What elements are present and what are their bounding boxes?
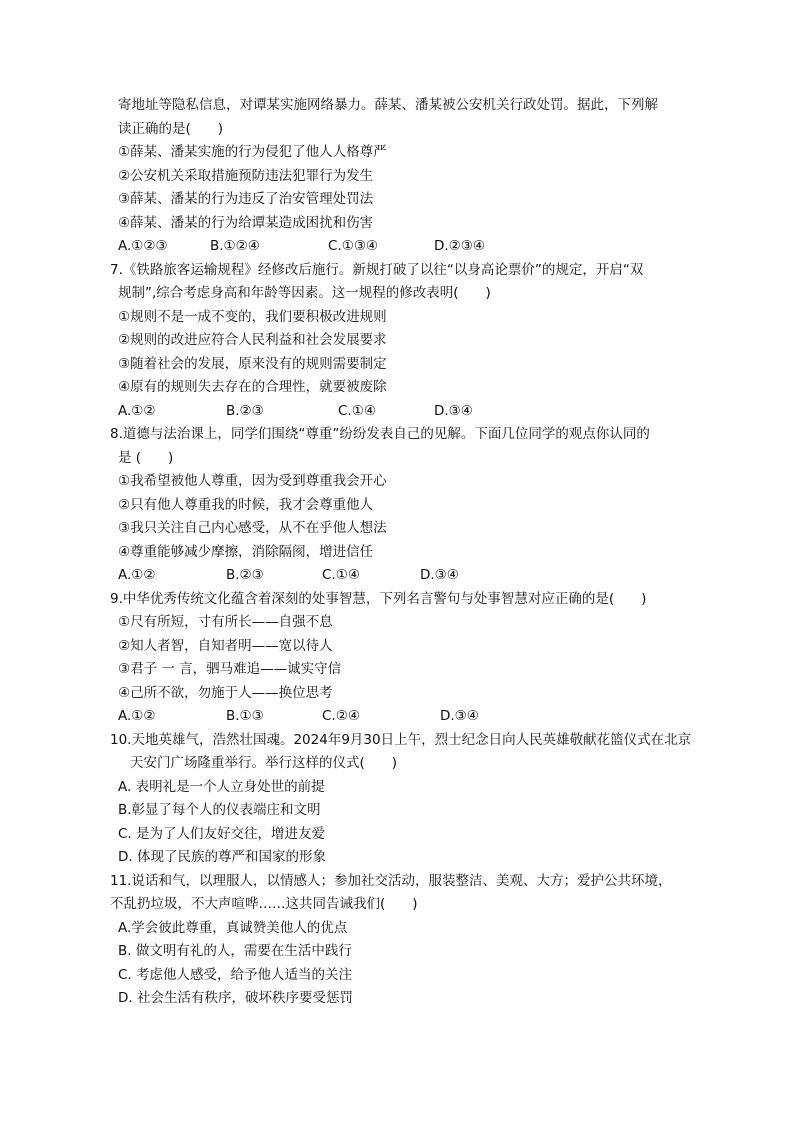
question-7-options [118,400,714,424]
question-7-item-1: ①规则不是一成不变的，我们要积极改进规则 [118,308,387,325]
question-8-options [118,564,714,588]
question-9-option-d: D.③④ [440,708,479,724]
question-10-option-d: D. 体现了民族的尊严和国家的形象 [118,849,326,865]
question-8-stem-line-2: 是 ( ) [118,449,174,466]
question-10-option-b: B.彰显了每个人的仪表端庄和文明 [118,802,321,818]
question-8-item-3: ③我只关注自己内心感受，从不在乎他人想法 [118,520,387,536]
question-11-option-d: D. 社会生活有秩序，破坏秩序要受惩罚 [118,990,353,1006]
question-6-option-d: D.②③④ [434,238,485,254]
question-6-text-line-1: 寄地址等隐私信息，对谭某实施网络暴力。薛某、潘某被公安机关行政处罚。据此，下列解 [118,97,658,113]
question-6 [118,94,714,259]
question-7-stem-line-1: 7.《铁路旅客运输规程》经修改后施行。新规打破了以往“以身高论票价”的规定，开启“双 [110,261,644,278]
question-6-option-a: A.①②③ [118,238,168,254]
question-10-stem-line-2: 天安门广场隆重举行。举行这样的仪式( ) [130,755,398,771]
question-11 [110,870,714,1011]
question-9-stem: 9.中华优秀传统文化蕴含着深刻的处事智慧，下列名言警句与处事智慧对应正确的是( ) [110,590,647,607]
question-10-option-c: C. 是为了人们友好交往，增进友爱 [118,825,326,842]
question-9-item-3: ③君子 一 言，驷马难追——诚实守信 [118,661,342,677]
question-8 [110,423,714,588]
question-8-item-4: ④尊重能够减少摩擦，消除隔阂，增进信任 [118,543,374,560]
question-8-option-c: C.①④ [322,567,360,583]
question-11-stem-line-2: 不乱扔垃圾，不大声喧哗……这共同告诫我们( ) [110,896,418,912]
question-6-item-2: ②公安机关采取措施预防违法犯罪行为发生 [118,167,374,184]
question-8-option-d: D.③④ [420,567,459,583]
question-11-option-b: B. 做文明有礼的人，需要在生活中践行 [118,943,352,959]
question-9-item-1: ①尺有所短，寸有所长——自强不息 [118,614,333,630]
question-9-options [118,705,714,729]
question-8-item-2: ②只有他人尊重我的时候，我才会尊重他人 [118,496,374,513]
question-9 [110,588,714,729]
question-8-option-a: A.①② [118,567,156,583]
question-9-option-b: B.①③ [226,708,264,724]
question-8-option-b: B.②③ [226,567,264,583]
question-9-item-2: ②知人者智，自知者明——宽以待人 [118,637,333,654]
question-7-item-3: ③随着社会的发展，原来没有的规则需要制定 [118,355,387,372]
question-6-item-1: ①薛某、潘某实施的行为侵犯了他人人格尊严 [118,144,387,160]
question-11-option-c: C. 考虑他人感受，给予他人适当的关注 [118,966,353,983]
question-8-item-1: ①我希望被他人尊重，因为受到尊重我会开心 [118,473,387,489]
question-8-stem-line-1: 8.道德与法治课上，同学们围绕“尊重”纷纷发表自己的见解。下面几位同学的观点你认同的 [110,426,650,442]
question-7 [110,259,714,424]
question-6-options [118,235,714,259]
question-9-option-c: C.②④ [322,708,360,724]
question-11-option-a: A.学会彼此尊重，真诚赞美他人的优点 [118,919,348,936]
question-7-option-c: C.①④ [338,402,376,419]
question-6-option-b: B.①②④ [210,238,260,254]
question-11-stem-line-1: 11.说话和气，以理服人，以情感人；参加社交活动，服装整洁、美观、大方；爱护公共环境， [110,872,672,889]
question-6-option-c: C.①③④ [328,238,379,254]
question-9-option-a: A.①② [118,708,156,724]
question-7-option-d: D.③④ [434,402,473,419]
question-7-option-b: B.②③ [226,402,264,419]
question-9-item-4: ④己所不欲，勿施于人——换位思考 [118,684,333,701]
question-7-item-4: ④原有的规则失去存在的合理性，就要被废除 [118,379,387,395]
question-6-text-line-2: 读正确的是( ) [118,120,224,137]
question-7-item-2: ②规则的改进应符合人民利益和社会发展要求 [118,332,387,348]
question-6-item-4: ④薛某、潘某的行为给谭某造成困扰和伤害 [118,214,374,231]
question-10-option-a: A. 表明礼是一个人立身处世的前提 [118,778,325,795]
question-7-option-a: A.①② [118,402,156,419]
question-6-item-3: ③薛某、潘某的行为违反了治安管理处罚法 [118,191,374,207]
question-10 [110,729,714,870]
question-7-stem-line-2: 规制”,综合考虑身高和年龄等因素。这一规程的修改表明( ) [118,285,491,301]
question-10-stem-line-1: 10.天地英雄气，浩然壮国魂。2024年9月30日上午，烈士纪念日向人民英雄敬献花篮仪式在北京 [110,731,692,748]
